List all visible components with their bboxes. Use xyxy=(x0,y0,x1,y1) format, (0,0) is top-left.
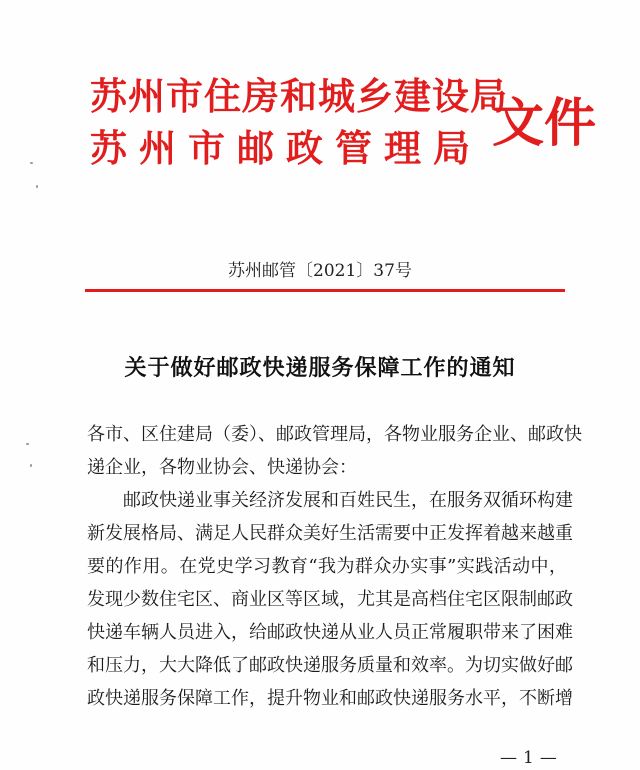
document-type-label: 文件 xyxy=(492,93,597,154)
page-number: —1— xyxy=(500,748,563,768)
paragraph-line: 和压力，大大降低了邮政快递服务质量和效率。为切实做好邮 xyxy=(87,655,573,676)
paragraph-line: 邮政快递业事关经济发展和百姓民生，在服务双循环构建 xyxy=(123,490,573,511)
paragraph-line: 政快递服务保障工作，提升物业和邮政快递服务水平，不断增 xyxy=(87,688,573,709)
paragraph-line: 快递车辆人员进入，给邮政快递从业人员正常履职带来了困难 xyxy=(87,622,573,643)
body-paragraph xyxy=(87,484,573,715)
addressee-line: 递企业，各物业协会、快递协会： xyxy=(87,457,357,478)
paragraph-line: 新发展格局、满足人民群众美好生活需要中正发挥着越来越重 xyxy=(87,523,573,544)
scan-speck xyxy=(30,162,33,164)
document-body xyxy=(87,418,582,715)
issuer-postal-bureau: 苏州市邮政管理局 xyxy=(90,126,482,170)
addressee xyxy=(87,418,582,484)
document-title: 关于做好邮政快递服务保障工作的通知 xyxy=(124,355,516,381)
issuer-housing-bureau: 苏州市住房和城乡建设局 xyxy=(90,74,508,118)
addressee-line: 各市、区住建局（委）、邮政管理局，各物业服务企业、邮政快 xyxy=(87,424,582,445)
paragraph-line: 要的作用。在党史学习教育“我为群众办实事”实践活动中， xyxy=(87,556,567,577)
scan-speck xyxy=(26,443,29,445)
scan-speck xyxy=(30,464,32,467)
paragraph-line: 发现少数住宅区、商业区等区域，尤其是高档住宅区限制邮政 xyxy=(87,589,573,610)
scan-speck xyxy=(36,185,38,188)
document-number: 苏州邮管〔2021〕37号 xyxy=(228,261,412,281)
red-divider-line xyxy=(85,289,565,292)
